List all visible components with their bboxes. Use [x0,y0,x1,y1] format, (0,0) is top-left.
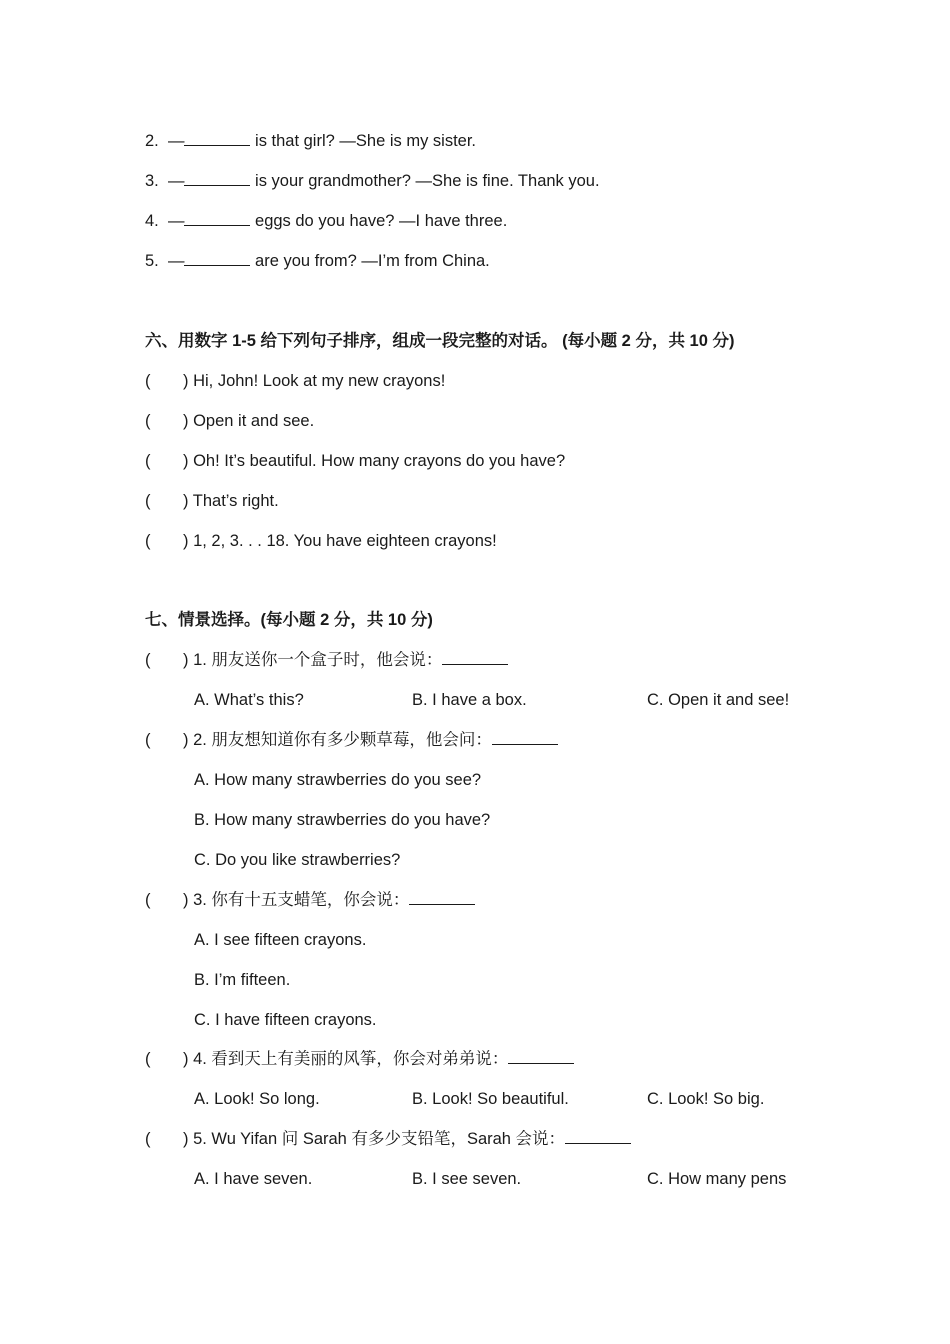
q4-option-b: B. Look! So beautiful. [412,1090,569,1108]
s6-item-5: ( ) 1, 2, 3. . . 18. You have eighteen crayons! [145,532,497,550]
s6-item-3: ( ) Oh! It’s beautiful. How many crayons do you have? [145,452,566,470]
q2-option-b: B. How many strawberries do you have? [194,811,491,829]
q4-option-a: A. Look! So long. [194,1090,320,1108]
s5-item-3: 3. — is your grandmother? —She is fine. Thank you. [145,172,600,190]
q2-option-a: A. How many strawberries do you see? [194,771,482,789]
s6-item-2: ( ) Open it and see. [145,412,315,430]
q1-option-c: C. Open it and see! [647,691,790,709]
section6-heading: 六、用数字 1-5 给下列句子排序，组成一段完整的对话。 (每小题 2 分，共 10 分) [145,332,735,350]
s7-question-3: ( ) 3. 你有十五支蜡笔，你会说： [145,889,475,911]
s6-item-1: ( ) Hi, John! Look at my new crayons! [145,372,446,390]
s5-item-5: 5. — are you from? —I’m from China. [145,252,490,270]
s6-item-4: ( ) That’s right. [145,492,279,510]
answer-blank[interactable] [442,650,508,665]
s5-item-2: 2. — is that girl? —She is my sister. [145,132,477,150]
q5-option-c: C. How many pens [647,1170,787,1188]
answer-blank[interactable] [565,1129,631,1144]
answer-blank[interactable] [492,730,558,745]
answer-blank[interactable] [184,211,250,226]
q3-option-a: A. I see fifteen crayons. [194,931,367,949]
q1-option-a: A. What’s this? [194,691,304,709]
answer-blank[interactable] [409,890,475,905]
q5-option-a: A. I have seven. [194,1170,313,1188]
q4-option-c: C. Look! So big. [647,1090,765,1108]
q2-option-c: C. Do you like strawberries? [194,851,401,869]
s7-question-2: ( ) 2. 朋友想知道你有多少颗草莓，他会问： [145,729,558,751]
q3-option-b: B. I’m fifteen. [194,971,291,989]
s7-question-1: ( ) 1. 朋友送你一个盒子时，他会说： [145,649,508,671]
q1-option-b: B. I have a box. [412,691,527,709]
s7-question-5: ( ) 5. Wu Yifan 问 Sarah 有多少支铅笔，Sarah 会说： [145,1128,631,1150]
answer-blank[interactable] [184,131,250,146]
answer-blank[interactable] [184,251,250,266]
answer-blank[interactable] [508,1049,574,1064]
q3-option-c: C. I have fifteen crayons. [194,1011,377,1029]
section7-heading: 七、情景选择。(每小题 2 分，共 10 分) [145,611,433,629]
answer-blank[interactable] [184,171,250,186]
q5-option-b: B. I see seven. [412,1170,522,1188]
s7-question-4: ( ) 4. 看到天上有美丽的风筝，你会对弟弟说： [145,1048,574,1070]
s5-item-4: 4. — eggs do you have? —I have three. [145,212,508,230]
